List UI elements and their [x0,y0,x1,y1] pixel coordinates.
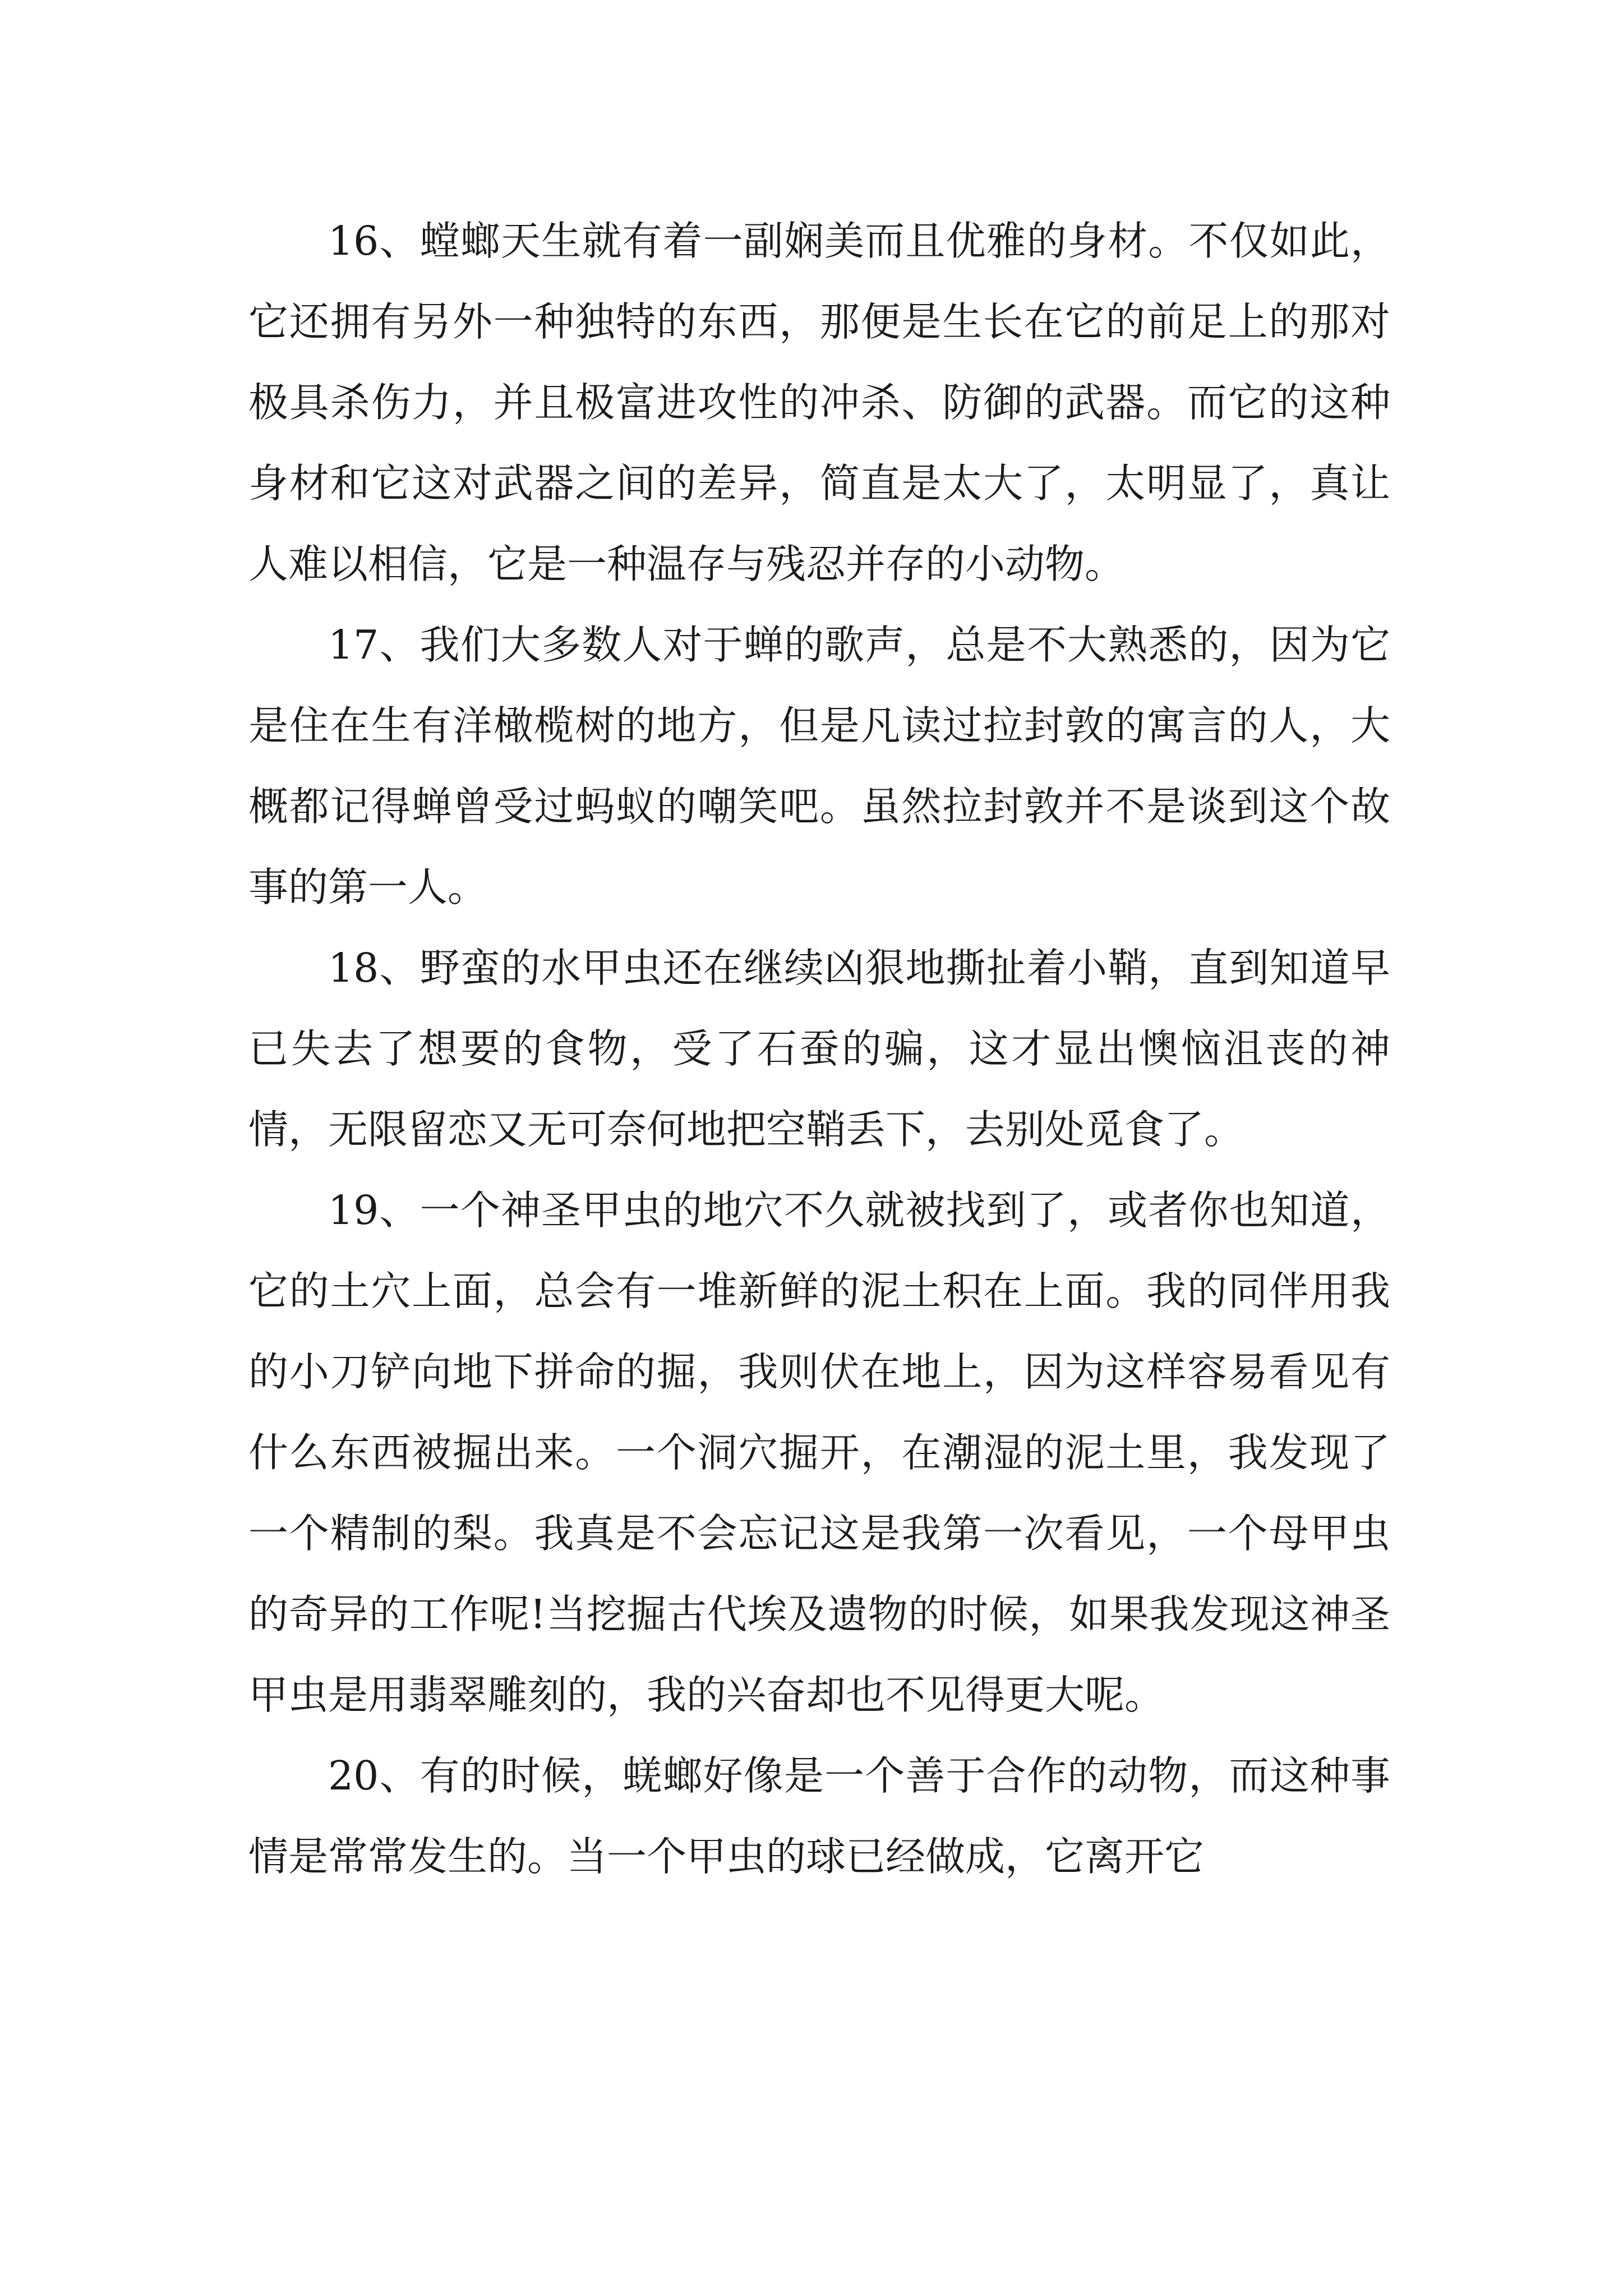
paragraph-16: 16、螳螂天生就有着一副娴美而且优雅的身材。不仅如此，它还拥有另外一种独特的东西，那便是生长在它的前足上的那对极具杀伤力，并且极富进攻性的冲杀、防御的武器。而它的这种身材和它这对武器之间的差异，简直是太大了，太明显了，真让人难以相信，它是一种温存与残忍并存的小动物。 [248,218,1390,587]
paragraph-18: 18、野蛮的水甲虫还在继续凶狠地撕扯着小鞘，直到知道早已失去了想要的食物，受了石蚕的骗，这才显出懊恼沮丧的神情，无限留恋又无可奈何地把空鞘丢下，去别处觅食了。 [248,945,1390,1153]
paragraph-20: 20、有的时候，蜣螂好像是一个善于合作的动物，而这种事情是常常发生的。当一个甲虫的球已经做成，它离开它 [248,1752,1390,1880]
paragraph-17: 17、我们大多数人对于蝉的歌声，总是不大熟悉的，因为它是住在生有洋橄榄树的地方，但是凡读过拉封敦的寓言的人，大概都记得蝉曾受过蚂蚁的嘲笑吧。虽然拉封敦并不是谈到这个故事的第一人。 [248,622,1390,910]
document-body [248,201,1390,1897]
paragraph-19: 19、一个神圣甲虫的地穴不久就被找到了，或者你也知道，它的土穴上面，总会有一堆新鲜的泥土积在上面。我的同伴用我的小刀铲向地下拼命的掘，我则伏在地上，因为这样容易看见有什么东西被掘出来。一个洞穴掘开，在潮湿的泥土里，我发现了一个精制的梨。我真是不会忘记这是我第一次看见，一个母甲虫的奇异的工作呢!当挖掘古代埃及遗物的时候，如果我发现这神圣甲虫是用翡翠雕刻的，我的兴奋却也不见得更大呢。 [248,1187,1390,1718]
